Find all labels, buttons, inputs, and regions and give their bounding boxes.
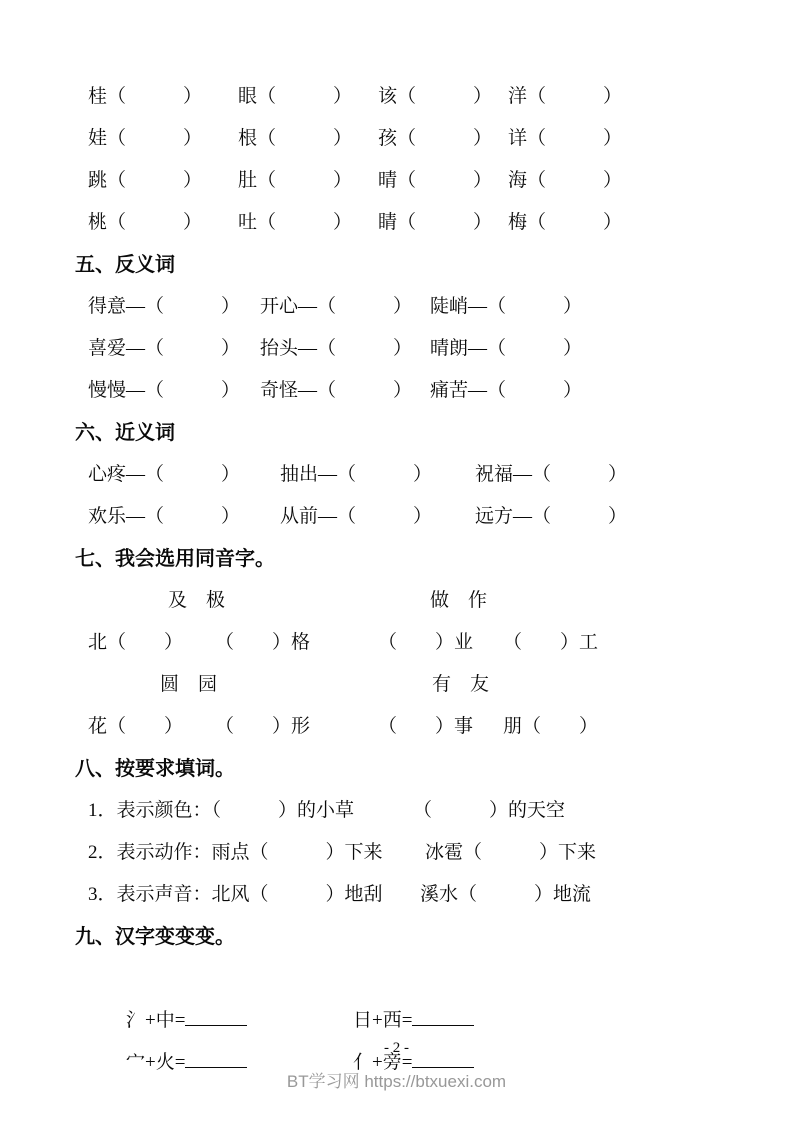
hint-pair: 有 友 xyxy=(432,674,490,695)
word-cell: 睛（ ） xyxy=(378,212,493,233)
fill-row xyxy=(0,790,793,832)
homophone-item: 北（ ） xyxy=(88,632,184,653)
section-antonyms-title-row xyxy=(0,244,793,286)
answer-blank xyxy=(185,1053,247,1068)
antonym-item: 开心—（ ） xyxy=(260,296,413,317)
antonym-row xyxy=(0,370,793,412)
section-synonyms-title-row xyxy=(0,412,793,454)
fill-row xyxy=(0,874,793,916)
homophone-hint-row xyxy=(0,580,793,622)
transform-expression: 亻+旁= xyxy=(353,1052,413,1073)
antonym-item: 奇怪—（ ） xyxy=(260,380,413,401)
hint-pair: 及 极 xyxy=(168,590,226,611)
section-title: 九、汉字变变变。 xyxy=(75,926,235,948)
synonym-row xyxy=(0,454,793,496)
hint-pair: 圆 园 xyxy=(160,674,218,695)
antonym-row xyxy=(0,286,793,328)
word-cell: 梅（ ） xyxy=(508,212,623,233)
transform-row xyxy=(0,958,793,1031)
answer-blank xyxy=(412,1053,474,1068)
word-cell: 孩（ ） xyxy=(378,128,493,149)
section-homophones-title-row xyxy=(0,538,793,580)
fill-item-right: 溪水（ ）地流 xyxy=(420,884,592,905)
homophone-item: （ ）形 xyxy=(215,716,311,737)
antonym-item: 喜爱—（ ） xyxy=(88,338,241,359)
fill-item-left: 2．表示动作：雨点（ ）下来 xyxy=(88,842,383,863)
homophone-item: 花（ ） xyxy=(88,716,184,737)
word-cell: 肚（ ） xyxy=(238,170,353,191)
section-title: 八、按要求填词。 xyxy=(75,758,235,780)
antonym-item: 陡峭—（ ） xyxy=(430,296,583,317)
word-row xyxy=(0,118,793,160)
word-cell: 海（ ） xyxy=(508,170,623,191)
antonym-row xyxy=(0,328,793,370)
antonym-item: 慢慢—（ ） xyxy=(88,380,241,401)
section-fillwords-title-row xyxy=(0,748,793,790)
fill-row xyxy=(0,832,793,874)
transform-expression: 日+西= xyxy=(353,1010,413,1031)
hint-pair: 做 作 xyxy=(430,590,488,611)
page-number: - 2 - xyxy=(384,1040,409,1056)
word-cell: 娃（ ） xyxy=(88,128,203,149)
word-cell: 眼（ ） xyxy=(238,86,353,107)
synonym-item: 祝福—（ ） xyxy=(475,464,628,485)
homophone-row xyxy=(0,622,793,664)
fill-item-left: 1．表示颜色：（ ）的小草 xyxy=(88,800,355,821)
transform-item xyxy=(315,1000,474,1122)
homophone-item: （ ）工 xyxy=(503,632,599,653)
word-row xyxy=(0,160,793,202)
section-title: 七、我会选用同音字。 xyxy=(75,548,275,570)
word-row xyxy=(0,76,793,118)
homophone-item: 朋（ ） xyxy=(503,716,599,737)
synonym-item: 欢乐—（ ） xyxy=(88,506,241,527)
word-cell: 桂（ ） xyxy=(88,86,203,107)
section-transform-title-row xyxy=(0,916,793,958)
synonym-item: 心疼—（ ） xyxy=(88,464,241,485)
word-cell: 洋（ ） xyxy=(508,86,623,107)
synonym-item: 抽出—（ ） xyxy=(280,464,433,485)
fill-item-right: 冰雹（ ）下来 xyxy=(425,842,597,863)
section-title: 六、近义词 xyxy=(75,422,175,444)
synonym-item: 从前—（ ） xyxy=(280,506,433,527)
section-title: 五、反义词 xyxy=(75,254,175,276)
homophone-hint-row xyxy=(0,664,793,706)
word-row xyxy=(0,202,793,244)
synonym-row xyxy=(0,496,793,538)
homophone-item: （ ）事 xyxy=(378,716,474,737)
transform-expression: 氵+中= xyxy=(126,1010,186,1031)
word-cell: 详（ ） xyxy=(508,128,623,149)
homophone-item: （ ）格 xyxy=(215,632,311,653)
transform-row xyxy=(0,1000,793,1073)
antonym-item: 得意—（ ） xyxy=(88,296,241,317)
homophone-item: （ ）业 xyxy=(378,632,474,653)
word-cell: 桃（ ） xyxy=(88,212,203,233)
fill-item-left: 3．表示声音：北风（ ）地刮 xyxy=(88,884,383,905)
homophone-row xyxy=(0,706,793,748)
word-cell: 吐（ ） xyxy=(238,212,353,233)
word-cell: 该（ ） xyxy=(378,86,493,107)
antonym-item: 晴朗—（ ） xyxy=(430,338,583,359)
transform-expression: 宀+火= xyxy=(126,1052,186,1073)
antonym-item: 痛苦—（ ） xyxy=(430,380,583,401)
word-cell: 晴（ ） xyxy=(378,170,493,191)
word-cell: 跳（ ） xyxy=(88,170,203,191)
fill-item-right: （ ）的天空 xyxy=(413,800,566,821)
site-watermark: BT学习网 https://btxuexi.com xyxy=(286,1072,507,1091)
antonym-item: 抬头—（ ） xyxy=(260,338,413,359)
word-cell: 根（ ） xyxy=(238,128,353,149)
synonym-item: 远方—（ ） xyxy=(475,506,628,527)
transform-item xyxy=(88,1000,247,1122)
